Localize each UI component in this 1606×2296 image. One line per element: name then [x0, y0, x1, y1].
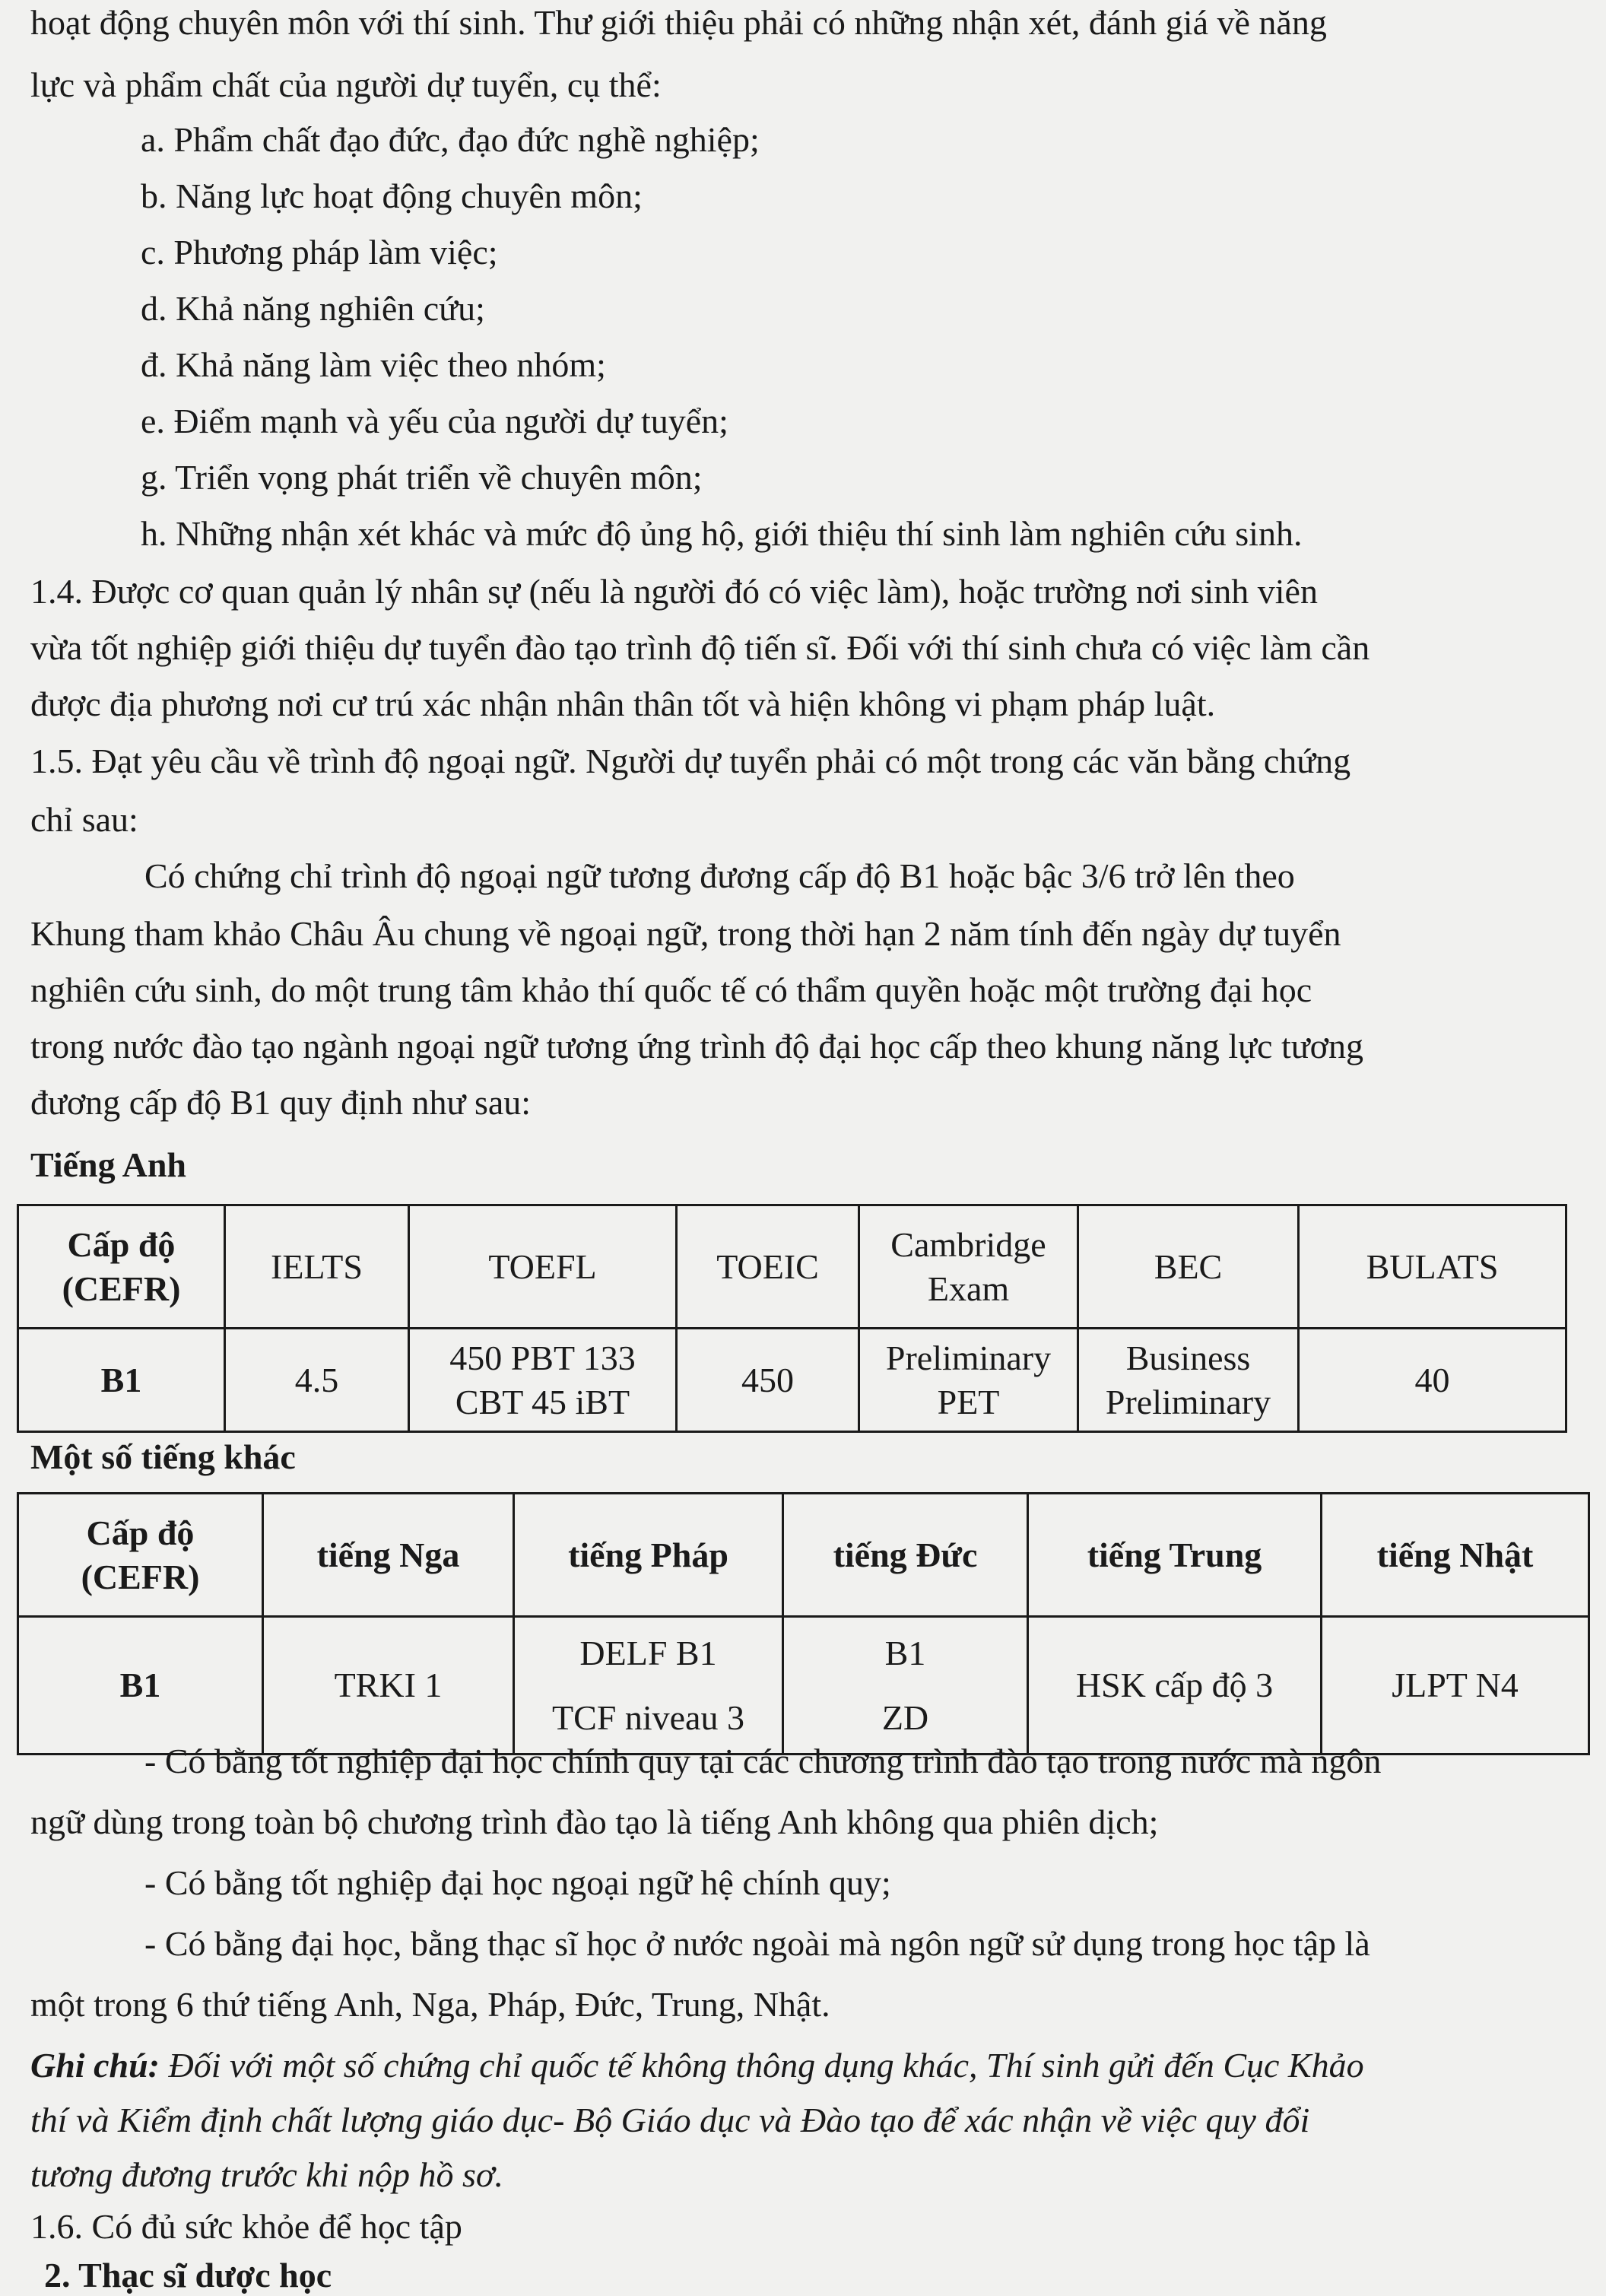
cell-cambridge: Preliminary PET — [859, 1329, 1078, 1432]
note-line — [30, 2046, 1364, 2086]
other-table-heading: Một số tiếng khác — [30, 1437, 296, 1476]
bullet-line: ngữ dùng trong toàn bộ chương trình đào tạo là tiếng Anh không qua phiên dịch; — [30, 1802, 1159, 1841]
text-line: trong nước đào tạo ngành ngoại ngữ tương ứng trình độ đại học cấp theo khung năng lực tương — [30, 1027, 1364, 1065]
cell-level: B1 — [18, 1329, 225, 1432]
cell-toefl: 450 PBT 133 CBT 45 iBT — [409, 1329, 677, 1432]
bullet-line: - Có bằng đại học, bằng thạc sĩ học ở nước ngoài mà ngôn ngữ sử dụng trong học tập là — [144, 1924, 1370, 1963]
header-bec: BEC — [1078, 1205, 1299, 1329]
note-line: thí và Kiểm định chất lượng giáo dục- Bộ Giáo dục và Đào tạo để xác nhận về việc quy đổi — [30, 2101, 1310, 2139]
text-line: 1.6. Có đủ sức khỏe để học tập — [30, 2207, 462, 2246]
english-certificate-table — [17, 1204, 1567, 1433]
text-line: vừa tốt nghiệp giới thiệu dự tuyển đào tạo trình độ tiến sĩ. Đối với thí sinh chưa có việc làm cần — [30, 628, 1370, 667]
list-item-b: b. Năng lực hoạt động chuyên môn; — [141, 176, 643, 215]
other-languages-table — [17, 1492, 1590, 1755]
bullet-line: - Có bằng tốt nghiệp đại học chính quy tại các chương trình đào tạo trong nước mà ngôn — [144, 1742, 1382, 1780]
section-heading: 2. Thạc sĩ dược học — [44, 2256, 332, 2294]
header-german: tiếng Đức — [783, 1494, 1028, 1617]
bullet-line: một trong 6 thứ tiếng Anh, Nga, Pháp, Đức, Trung, Nhật. — [30, 1985, 830, 2024]
header-cefr: Cấp độ (CEFR) — [18, 1494, 263, 1617]
cell-level: B1 — [18, 1617, 263, 1755]
english-table-heading: Tiếng Anh — [30, 1145, 186, 1184]
text-line: nghiên cứu sinh, do một trung tâm khảo thí quốc tế có thẩm quyền hoặc một trường đại học — [30, 970, 1312, 1009]
text-line: hoạt động chuyên môn với thí sinh. Thư giới thiệu phải có những nhận xét, đánh giá về năng — [30, 3, 1327, 42]
table-header-row — [18, 1494, 1589, 1617]
header-ielts: IELTS — [225, 1205, 409, 1329]
list-item-c: c. Phương pháp làm việc; — [141, 233, 498, 272]
table-row — [18, 1329, 1566, 1432]
cell-ielts: 4.5 — [225, 1329, 409, 1432]
note-text: Đối với một số chứng chỉ quốc tế không thông dụng khác, Thí sinh gửi đến Cục Khảo — [159, 2046, 1364, 2085]
cell-japanese: JLPT N4 — [1322, 1617, 1589, 1755]
text-line: chỉ sau: — [30, 800, 138, 839]
table-row — [18, 1617, 1589, 1755]
header-russian: tiếng Nga — [263, 1494, 514, 1617]
header-toeic: TOEIC — [677, 1205, 859, 1329]
table-header-row — [18, 1205, 1566, 1329]
header-cambridge: Cambridge Exam — [859, 1205, 1078, 1329]
list-item-dd: đ. Khả năng làm việc theo nhóm; — [141, 345, 606, 384]
text-line: đương cấp độ B1 quy định như sau: — [30, 1083, 532, 1122]
bullet-line: - Có bằng tốt nghiệp đại học ngoại ngữ hệ chính quy; — [144, 1863, 891, 1902]
text-line: Có chứng chỉ trình độ ngoại ngữ tương đương cấp độ B1 hoặc bậc 3/6 trở lên theo — [144, 856, 1295, 895]
note-label: Ghi chú: — [30, 2046, 160, 2085]
header-french: tiếng Pháp — [514, 1494, 783, 1617]
note-line: tương đương trước khi nộp hồ sơ. — [30, 2155, 503, 2194]
text-line: được địa phương nơi cư trú xác nhận nhân thân tốt và hiện không vi phạm pháp luật. — [30, 684, 1216, 723]
list-item-h: h. Những nhận xét khác và mức độ ủng hộ, giới thiệu thí sinh làm nghiên cứu sinh. — [141, 514, 1303, 553]
header-toefl: TOEFL — [409, 1205, 677, 1329]
cell-french: DELF B1 TCF niveau 3 — [514, 1617, 783, 1755]
text-line: 1.4. Được cơ quan quản lý nhân sự (nếu là người đó có việc làm), hoặc trường nơi sinh viên — [30, 572, 1318, 611]
cell-toeic: 450 — [677, 1329, 859, 1432]
cell-bec: Business Preliminary — [1078, 1329, 1299, 1432]
text-line: Khung tham khảo Châu Âu chung về ngoại ngữ, trong thời hạn 2 năm tính đến ngày dự tuyển — [30, 914, 1341, 953]
list-item-d: d. Khả năng nghiên cứu; — [141, 289, 485, 328]
cell-bulats: 40 — [1299, 1329, 1566, 1432]
list-item-a: a. Phẩm chất đạo đức, đạo đức nghề nghiệp; — [141, 120, 760, 159]
text-line: 1.5. Đạt yêu cầu về trình độ ngoại ngữ. Người dự tuyển phải có một trong các văn bằng chứng — [30, 742, 1351, 780]
list-item-e: e. Điểm mạnh và yếu của người dự tuyển; — [141, 402, 728, 440]
header-bulats: BULATS — [1299, 1205, 1566, 1329]
header-chinese: tiếng Trung — [1028, 1494, 1322, 1617]
text-line: lực và phẩm chất của người dự tuyển, cụ thể: — [30, 65, 662, 104]
list-item-g: g. Triển vọng phát triển về chuyên môn; — [141, 458, 703, 497]
cell-russian: TRKI 1 — [263, 1617, 514, 1755]
cell-chinese: HSK cấp độ 3 — [1028, 1617, 1322, 1755]
header-cefr: Cấp độ (CEFR) — [18, 1205, 225, 1329]
cell-german: B1 ZD — [783, 1617, 1028, 1755]
header-japanese: tiếng Nhật — [1322, 1494, 1589, 1617]
